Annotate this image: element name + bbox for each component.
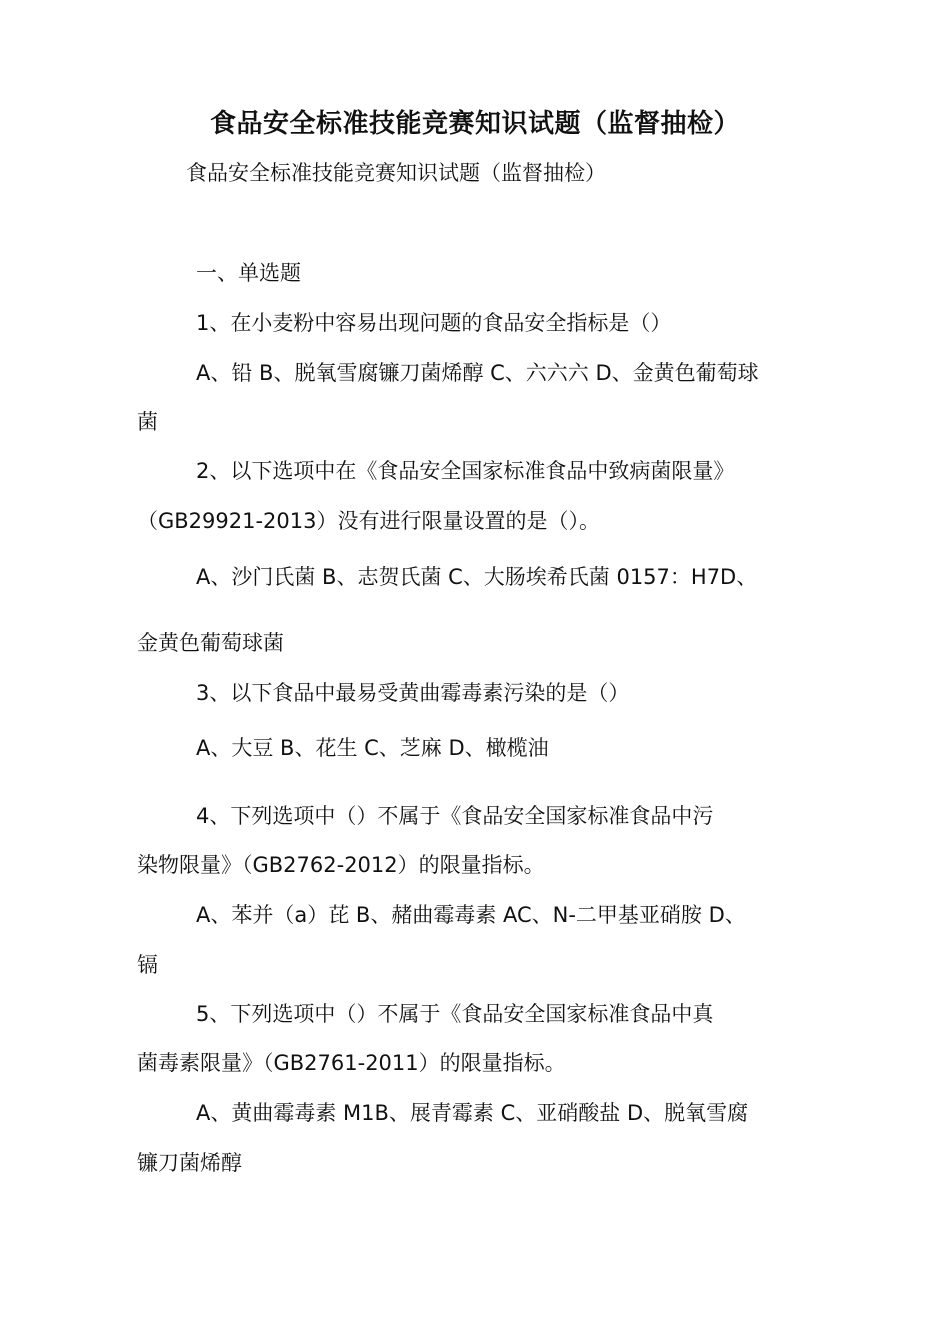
document-subtitle: 食品安全标准技能竞赛知识试题（监督抽检） <box>186 161 606 185</box>
question-4-text: 4、下列选项中（）不属于《食品安全国家标准食品中污 <box>196 804 714 828</box>
question-5-text: 5、下列选项中（）不属于《食品安全国家标准食品中真 <box>196 1002 714 1026</box>
question-5-options-continued: 镰刀菌烯醇 <box>137 1151 242 1175</box>
question-5-options: A、黄曲霉毒素 M1B、展青霉素 C、亚硝酸盐 D、脱氧雪腐 <box>196 1101 749 1125</box>
question-3-options: A、大豆 B、花生 C、芝麻 D、橄榄油 <box>196 736 549 760</box>
question-2-text: 2、以下选项中在《食品安全国家标准食品中致病菌限量》 <box>196 459 735 483</box>
question-4-options: A、苯并（a）芘 B、赭曲霉毒素 AC、N-二甲基亚硝胺 D、 <box>196 903 746 927</box>
question-2-text-continued: （GB29921-2013）没有进行限量设置的是（）。 <box>137 509 601 533</box>
question-2-options: A、沙门氏菌 B、志贺氏菌 C、大肠埃希氏菌 0157：H7D、 <box>196 565 758 589</box>
question-5-text-continued: 菌毒素限量》（GB2761-2011）的限量指标。 <box>137 1051 566 1075</box>
question-1-options: A、铅 B、脱氧雪腐镰刀菌烯醇 C、六六六 D、金黄色葡萄球 <box>196 361 759 385</box>
question-3-text: 3、以下食品中最易受黄曲霉毒素污染的是（） <box>196 681 630 705</box>
question-1-text: 1、在小麦粉中容易出现问题的食品安全指标是（） <box>196 311 672 335</box>
document-title: 食品安全标准技能竞赛知识试题（监督抽检） <box>209 109 740 139</box>
question-2-options-continued: 金黄色葡萄球菌 <box>137 631 284 655</box>
section-heading: 一、单选题 <box>196 261 301 285</box>
question-4-text-continued: 染物限量》（GB2762-2012）的限量指标。 <box>137 853 545 877</box>
question-4-options-continued: 镉 <box>137 953 158 977</box>
question-1-options-continued: 菌 <box>137 410 158 434</box>
